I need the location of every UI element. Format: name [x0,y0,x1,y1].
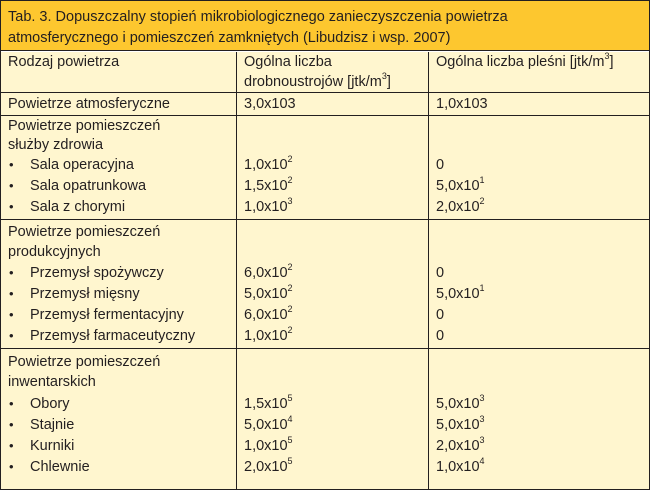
row-divider [1,348,649,349]
row-bacteria-value: $1,5x10^2$ [244,175,293,194]
row-molds-value: 0 [436,265,445,281]
row-molds-value: $5,0x10^3$ [436,414,485,433]
bullet-icon: • [9,417,14,432]
row-molds-value: $2,0x10^3$ [436,435,485,454]
bullet-icon: • [9,307,14,322]
row-bacteria-value: $6,0x10^2$ [244,304,293,323]
row-label: Przemysł mięsny [30,286,140,302]
row-bacteria-value: $5,0x10^4$ [244,414,293,433]
row-divider [1,219,649,220]
row-bacteria-value: $1,0x10^2$ [244,154,293,173]
row-bacteria-value: $6,0x10^2$ [244,262,293,281]
header-col-air-type: Rodzaj powietrza [8,54,120,70]
row-label: Sala opatrunkowa [30,178,147,194]
row-label: Przemysł spożywczy [30,265,164,281]
row-label: Obory [30,396,70,412]
group-production-heading-2: produkcyjnych [8,244,101,260]
table-caption [1,1,649,51]
row-label: Sala z chorymi [30,199,126,215]
row-molds-value: 0 [436,307,445,323]
row-bacteria-value: $1,5x10^5$ [244,393,293,412]
row-molds-value: $5,0x10^3$ [436,393,485,412]
table-header [1,52,649,93]
bullet-icon: • [9,328,14,343]
bullet-icon: • [9,199,14,214]
col-separator-1 [236,52,237,489]
header-col-bacteria-line2: drobnoustrojów $[jtk/m^3]$ [244,71,391,90]
row-label: Przemysł farmaceutyczny [30,328,196,344]
row-bacteria-value: $1,0x10^2$ [244,325,293,344]
row-bacteria-value: $5,0x10^2$ [244,283,293,302]
header-col-molds: Ogólna liczba pleśni $[jtk/m^3]$ [436,51,614,70]
row-label: Przemysł fermentacyjny [30,307,184,323]
row-label: Sala operacyjna [30,157,134,173]
row-bacteria-value: $1,0x10^5$ [244,435,293,454]
row-molds-value: 0 [436,328,445,344]
row-molds-value: 0 [436,157,445,173]
bullet-icon: • [9,178,14,193]
group-health-heading-1: Powietrze pomieszczeń [8,118,161,134]
row-molds-value: $1,0x10^4$ [436,456,485,475]
bullet-icon: • [9,157,14,172]
group-health-heading-2: służby zdrowia [8,137,104,153]
row-bacteria-value: $2,0x10^5$ [244,456,293,475]
group-livestock-heading-1: Powietrze pomieszczeń [8,354,161,370]
group-livestock-heading-2: inwentarskich [8,374,96,390]
row-bacteria-value: $1,0x10^3$ [244,196,293,215]
row-molds-value: $2,0x10^2$ [436,196,485,215]
bullet-icon: • [9,265,14,280]
row-label: Stajnie [30,417,75,433]
header-col-bacteria-line1: Ogólna liczba [244,54,332,70]
group-production-heading-1: Powietrze pomieszczeń [8,224,161,240]
bullet-icon: • [9,396,14,411]
col-separator-2 [428,52,429,489]
bullet-icon: • [9,438,14,453]
caption-line-2: atmosferycznego i pomieszczeń zamkniętych (Libudzisz i wsp. 2007) [8,30,451,46]
row-atmospheric-label: Powietrze atmosferyczne [8,96,170,112]
row-molds-value: $5,0x10^1$ [436,283,485,302]
row-label: Kurniki [30,438,75,454]
row-molds-value: $5,0x10^1$ [436,175,485,194]
row-atmospheric-bacteria: 3,0x103 [244,96,296,112]
bullet-icon: • [9,459,14,474]
bullet-icon: • [9,286,14,301]
row-atmospheric-molds: 1,0x103 [436,96,488,112]
row-label: Chlewnie [30,459,90,475]
caption-line-1: Tab. 3. Dopuszczalny stopień mikrobiologicznego zanieczyszczenia powietrza [8,9,508,25]
